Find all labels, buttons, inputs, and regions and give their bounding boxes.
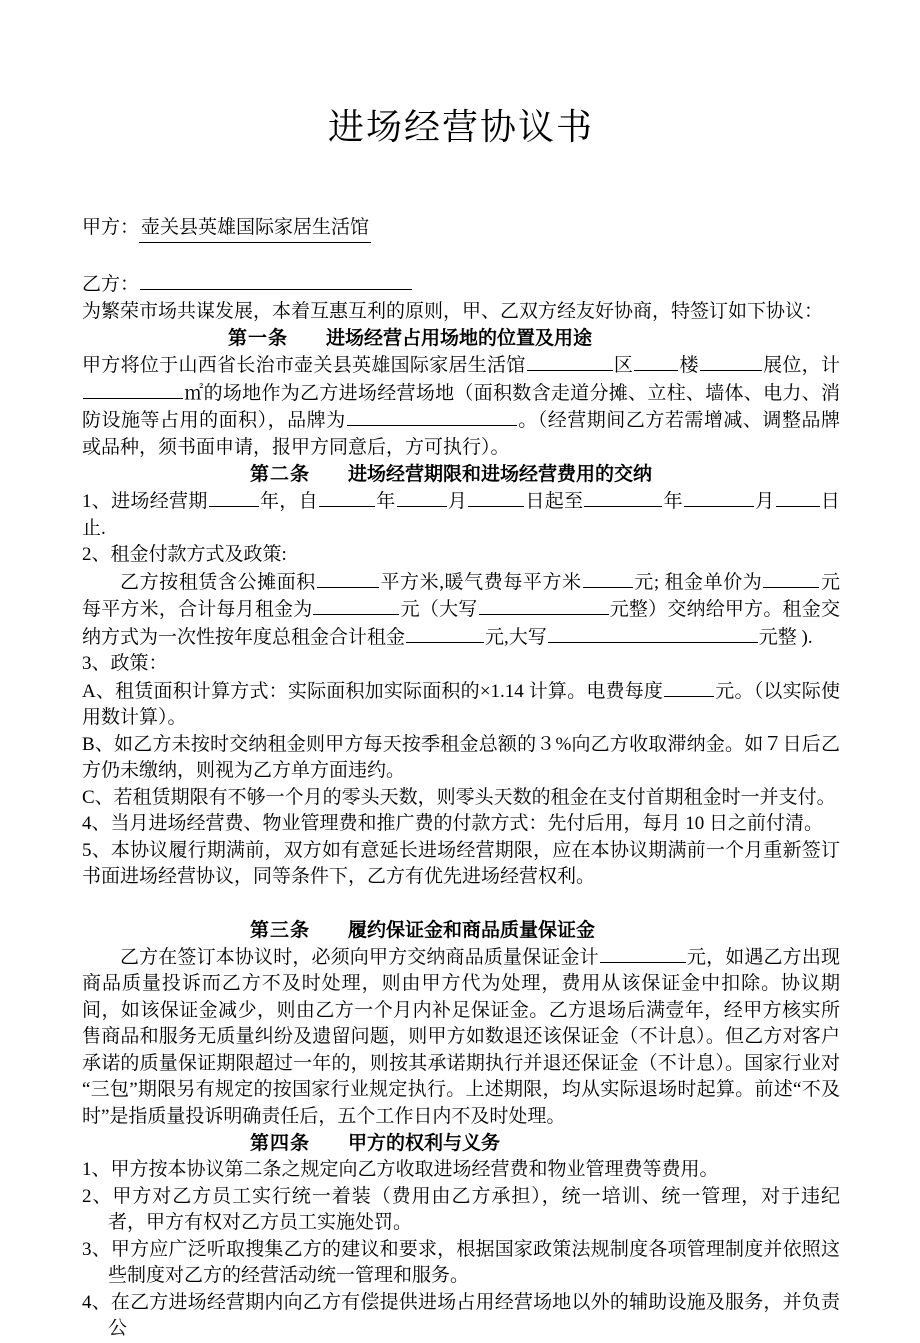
section-heading-4	[82, 1130, 840, 1157]
s1-text-c: 楼	[679, 355, 699, 377]
s2i2-b: 平方米,暖气费每平方米	[379, 571, 582, 593]
s2i2-c: 元; 租金单价为	[633, 571, 763, 593]
s2-blank-heating-fee[interactable]	[583, 569, 633, 588]
s2i1-f: 年	[663, 491, 683, 513]
s3-blank-deposit[interactable]	[600, 944, 686, 963]
s1-blank-booth[interactable]	[700, 352, 762, 371]
s2-blank-electric-rate[interactable]	[664, 678, 714, 697]
section-3-number: 第三条	[250, 919, 311, 941]
section-heading-3	[82, 917, 840, 944]
s2-blank-end-day[interactable]	[776, 488, 820, 507]
s3-text-b: 元，如遇乙方出现商品质量投诉而乙方不及时处理，则由甲方代为处理，费用从该保证金中扣除。协议期间，如该保证金减少，则由乙方一个月内补足保证金。乙方退场后满壹年，经甲方核实所售商品和服务无质量纠纷及遗留问题，则甲方如数退还该保证金（不计息）。但乙方对客户承诺的质量保证期限超过一年的，则按其承诺期执行并退还保证金（不计息）。国家行业对“三包”期限另有规定的按国家行业规定执行。上述期限，均从实际退场时起算。前述“不及时”是指质量投诉明确责任后，五个工作日内不及时处理。	[82, 946, 840, 1127]
party-b-value[interactable]	[140, 271, 412, 290]
s2-blank-monthly-rent[interactable]	[313, 596, 399, 615]
page-title: 进场经营协议书	[327, 107, 594, 147]
section-2-number: 第二条	[250, 464, 311, 486]
s2i1-c: 年	[375, 491, 396, 513]
party-a-label: 甲方：	[82, 216, 140, 238]
s2-blank-start-day[interactable]	[468, 488, 524, 507]
party-a-row	[82, 214, 840, 243]
s2i1-b: 年，自	[259, 491, 318, 513]
s2i2-e: 元（大写	[400, 599, 478, 621]
party-b-row	[82, 271, 840, 299]
party-a-value[interactable]: 壶关县英雄国际家居生活馆	[139, 214, 371, 243]
section-2-policy-b: B、如乙方未按时交纳租金则甲方每天按季租金总额的３%向乙方收取滞纳金。如７日后乙方仍未缴纳，则视为乙方单方面违约。	[82, 733, 840, 782]
section-heading-2	[82, 461, 840, 488]
s2i2-f: 元整）交纳给甲方。租金交纳方式为一次性按年度总租金合计租金	[82, 599, 840, 648]
s1-blank-brand[interactable]	[347, 407, 517, 426]
s1-blank-area[interactable]	[83, 380, 183, 399]
s2pa-a: A、租赁面积计算方式：实际面积加实际面积的×1.14 计算。电费每度	[82, 680, 664, 702]
document-content	[82, 0, 840, 1343]
section-1-number: 第一条	[228, 328, 289, 350]
s2-blank-start-month[interactable]	[397, 488, 447, 507]
s2i2-h: 元整 ).	[758, 626, 813, 648]
s2i1-e: 日起至	[525, 491, 584, 513]
section-2-item-5: 5、本协议履行期满前，双方如有意延长进场经营期限，应在本协议期满前一个月重新签订书面进场经营协议，同等条件下，乙方有优先进场经营权利。	[82, 839, 840, 888]
s2i1-a: 1、进场经营期	[82, 491, 208, 513]
parties-block	[82, 214, 840, 299]
preamble-paragraph: 为繁荣市场共谋发展，本着互惠互利的原则，甲、乙双方经友好协商，特签订如下协议：	[82, 300, 824, 322]
s2-blank-years[interactable]	[209, 488, 259, 507]
section-gap-spacer	[82, 891, 840, 917]
party-b-label: 乙方：	[82, 273, 140, 295]
section-3-body	[82, 944, 840, 1131]
s2i1-h: 日止.	[82, 491, 840, 539]
section-2-policy-c: C、若租赁期限有不够一个月的零头天数，则零头天数的租金在支付首期租金时一并支付。	[82, 786, 836, 808]
s2-blank-monthly-rent-words[interactable]	[479, 596, 609, 615]
section-1-title: 进场经营占用场地的位置及用途	[326, 328, 593, 350]
s2-blank-annual-rent[interactable]	[406, 624, 484, 643]
section-2-policy-a	[82, 678, 840, 732]
section-4-item-1: 1、甲方按本协议第二条之规定向乙方收取进场经营费和物业管理费等费用。	[82, 1159, 719, 1181]
section-4-item-3: 3、甲方应广泛听取搜集乙方的建议和要求，根据国家政策法规制度各项管理制度并依照这些制度对乙方的经营活动统一管理和服务。	[82, 1238, 840, 1287]
section-2-item-4: 4、当月进场经营费、物业管理费和推广费的付款方式：先付后用，每月 10 日之前付清。	[82, 813, 824, 835]
section-2-item-2-body	[82, 569, 840, 652]
s1-blank-floor[interactable]	[634, 352, 678, 371]
s1-text-f: 。（经营期间乙方若需增减、调整品牌或品种，须书面申请，报甲方同意后，方可执行）。	[82, 410, 840, 458]
s2-blank-annual-rent-words[interactable]	[548, 624, 758, 643]
s1-text-d: 展位，计	[762, 355, 840, 377]
section-1-body	[82, 352, 840, 461]
s2-blank-unit-price[interactable]	[763, 569, 819, 588]
section-2-item-2-title: 2、租金付款方式及政策:	[82, 544, 287, 566]
s2-blank-sqm[interactable]	[317, 569, 379, 588]
section-2-title: 进场经营期限和进场经营费用的交纳	[348, 464, 653, 486]
s1-text-e: ㎡的场地作为乙方进场经营场地（面积数含走道分摊、立柱、墙体、电力、消防设施等占用的面积），品牌为	[82, 382, 840, 432]
s1-blank-zone[interactable]	[527, 352, 613, 371]
s2i1-d: 月	[447, 491, 468, 513]
s2-blank-end-year[interactable]	[584, 488, 662, 507]
section-4-item-2: 2、甲方对乙方员工实行统一着装（费用由乙方承担），统一培训、统一管理，对于违纪者，甲方有权对乙方员工实施处罚。	[82, 1185, 840, 1234]
s2i2-d: 元每平方米，合计每月租金为	[82, 571, 840, 621]
section-heading-1	[82, 325, 840, 352]
section-3-title: 履约保证金和商品质量保证金	[348, 919, 596, 941]
s2i2-g: 元,大写	[485, 626, 547, 648]
s2-blank-start-year[interactable]	[319, 488, 375, 507]
section-4-item-4: 4、在乙方进场经营期内向乙方有偿提供进场占用经营场地以外的辅助设施及服务，并负责公	[82, 1291, 840, 1340]
section-2-item-1	[82, 488, 840, 542]
section-2-item-3-title: 3、政策：	[82, 653, 168, 675]
s3-text-a: 乙方在签订本协议时，必须向甲方交纳商品质量保证金计	[120, 946, 599, 968]
s2-blank-end-month[interactable]	[684, 488, 754, 507]
s2i1-g: 月	[755, 491, 775, 513]
s2i2-a: 乙方按租赁含公摊面积	[120, 571, 316, 593]
section-4-number: 第四条	[250, 1133, 311, 1155]
section-4-title: 甲方的权利与义务	[348, 1133, 501, 1155]
s1-text-b: 区	[613, 355, 634, 377]
s1-text-a: 甲方将位于山西省长治市壶关县英雄国际家居生活馆	[82, 355, 526, 377]
s2pa-b: 元。（以实际使用数计算）。	[82, 680, 840, 729]
